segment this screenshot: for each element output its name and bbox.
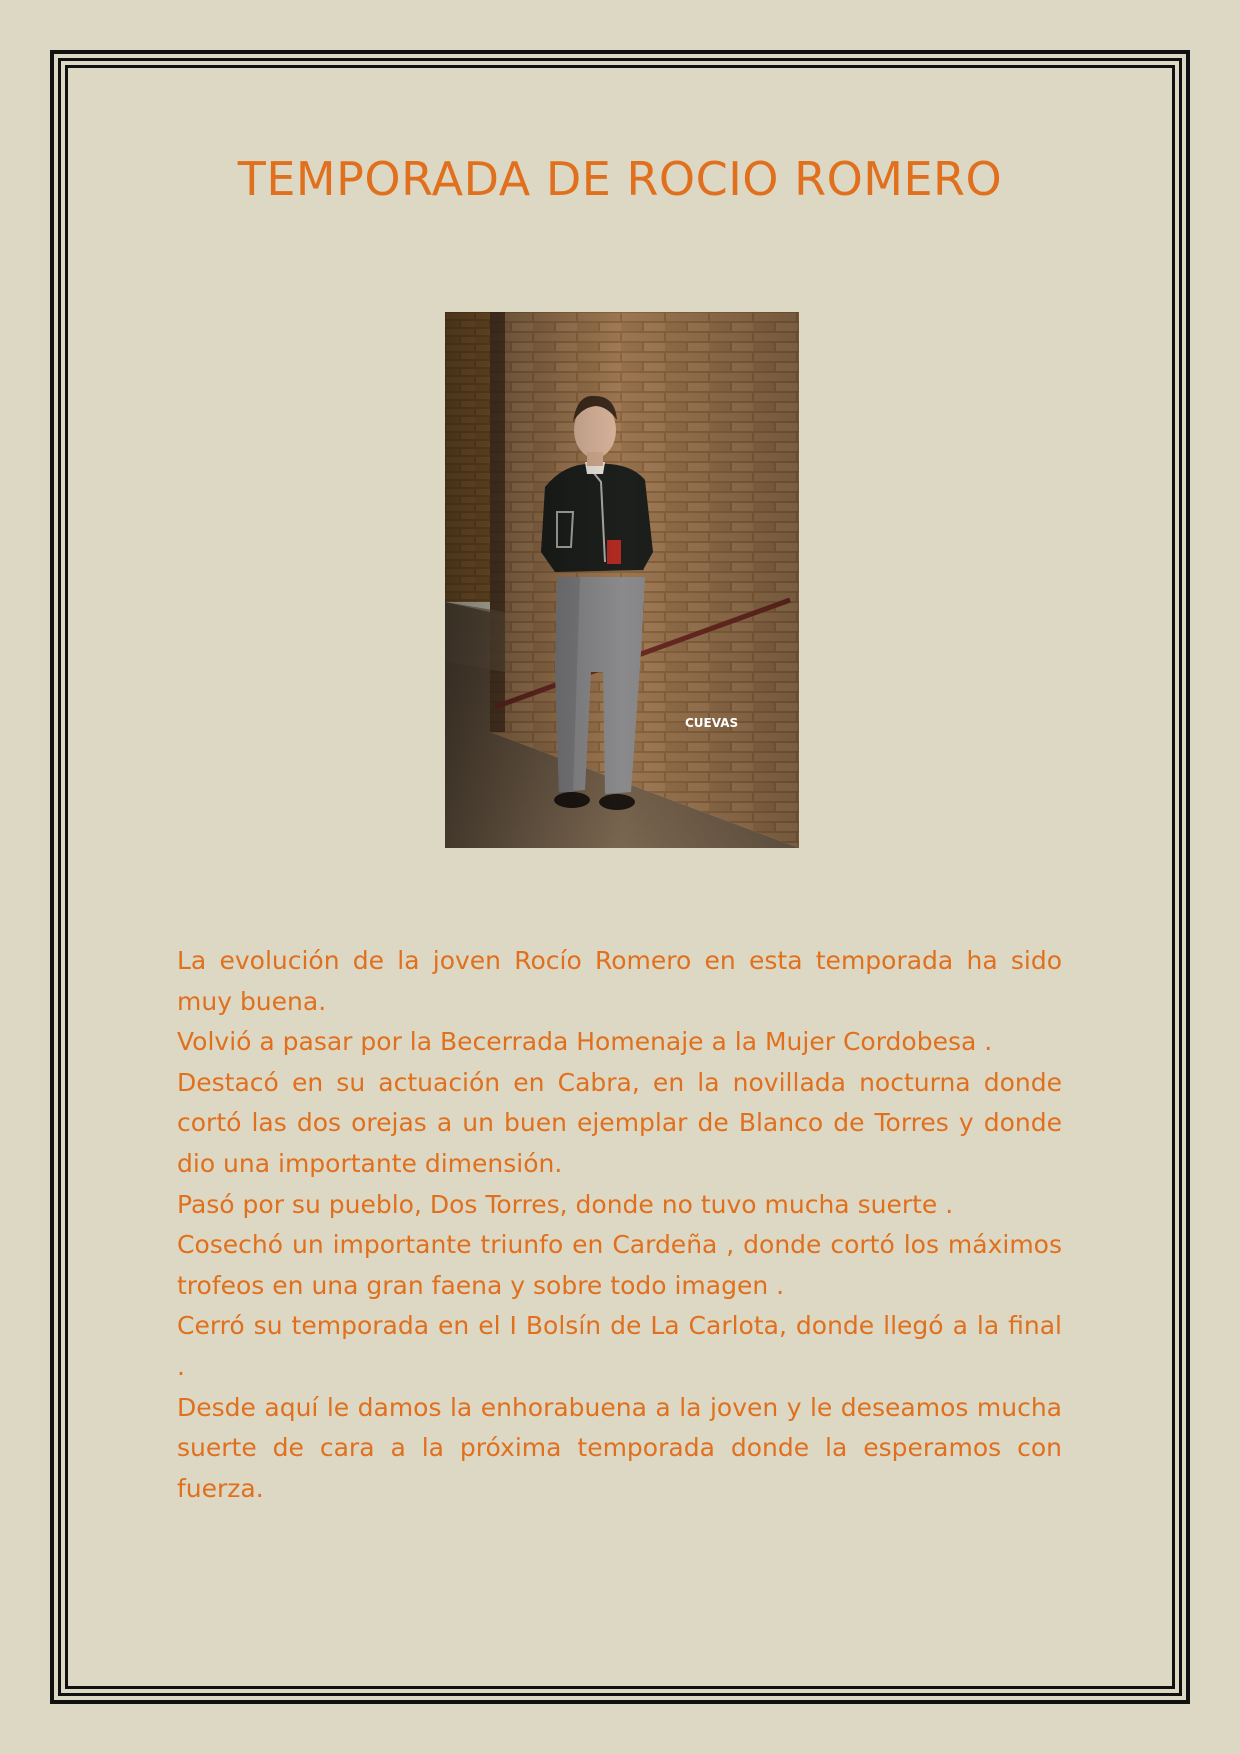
paragraph-1: La evolución de la joven Rocío Romero en esta temporada ha sido muy buena. — [177, 946, 1062, 1016]
paragraph-6: Cerró su temporada en el I Bolsín de La Carlota, donde llegó a la final . — [177, 1311, 1062, 1381]
document-title: TEMPORADA DE ROCIO ROMERO — [237, 152, 1003, 206]
paragraph-4: Pasó por su pueblo, Dos Torres, donde no tuvo mucha suerte . — [177, 1189, 954, 1219]
paragraph-3: Destacó en su actuación en Cabra, en la novillada nocturna donde cortó las dos orejas a un buen ejemplar de Blanco de Torres y donde dio una importante dimensión. — [177, 1067, 1062, 1178]
bullfighter-photo — [445, 312, 799, 848]
article-body — [177, 941, 1062, 1509]
photo-watermark: CUEVAS — [685, 716, 739, 730]
paragraph-7: Desde aquí le damos la enhorabuena a la joven y le deseamos mucha suerte de cara a la próxima temporada donde la esperamos con fuerza. — [177, 1392, 1062, 1503]
paragraph-2: Volvió a pasar por la Becerrada Homenaje a la Mujer Cordobesa . — [177, 1027, 993, 1057]
paragraph-5: Cosechó un importante triunfo en Cardeña , donde cortó los máximos trofeos en una gran faena y sobre todo imagen . — [177, 1230, 1062, 1300]
